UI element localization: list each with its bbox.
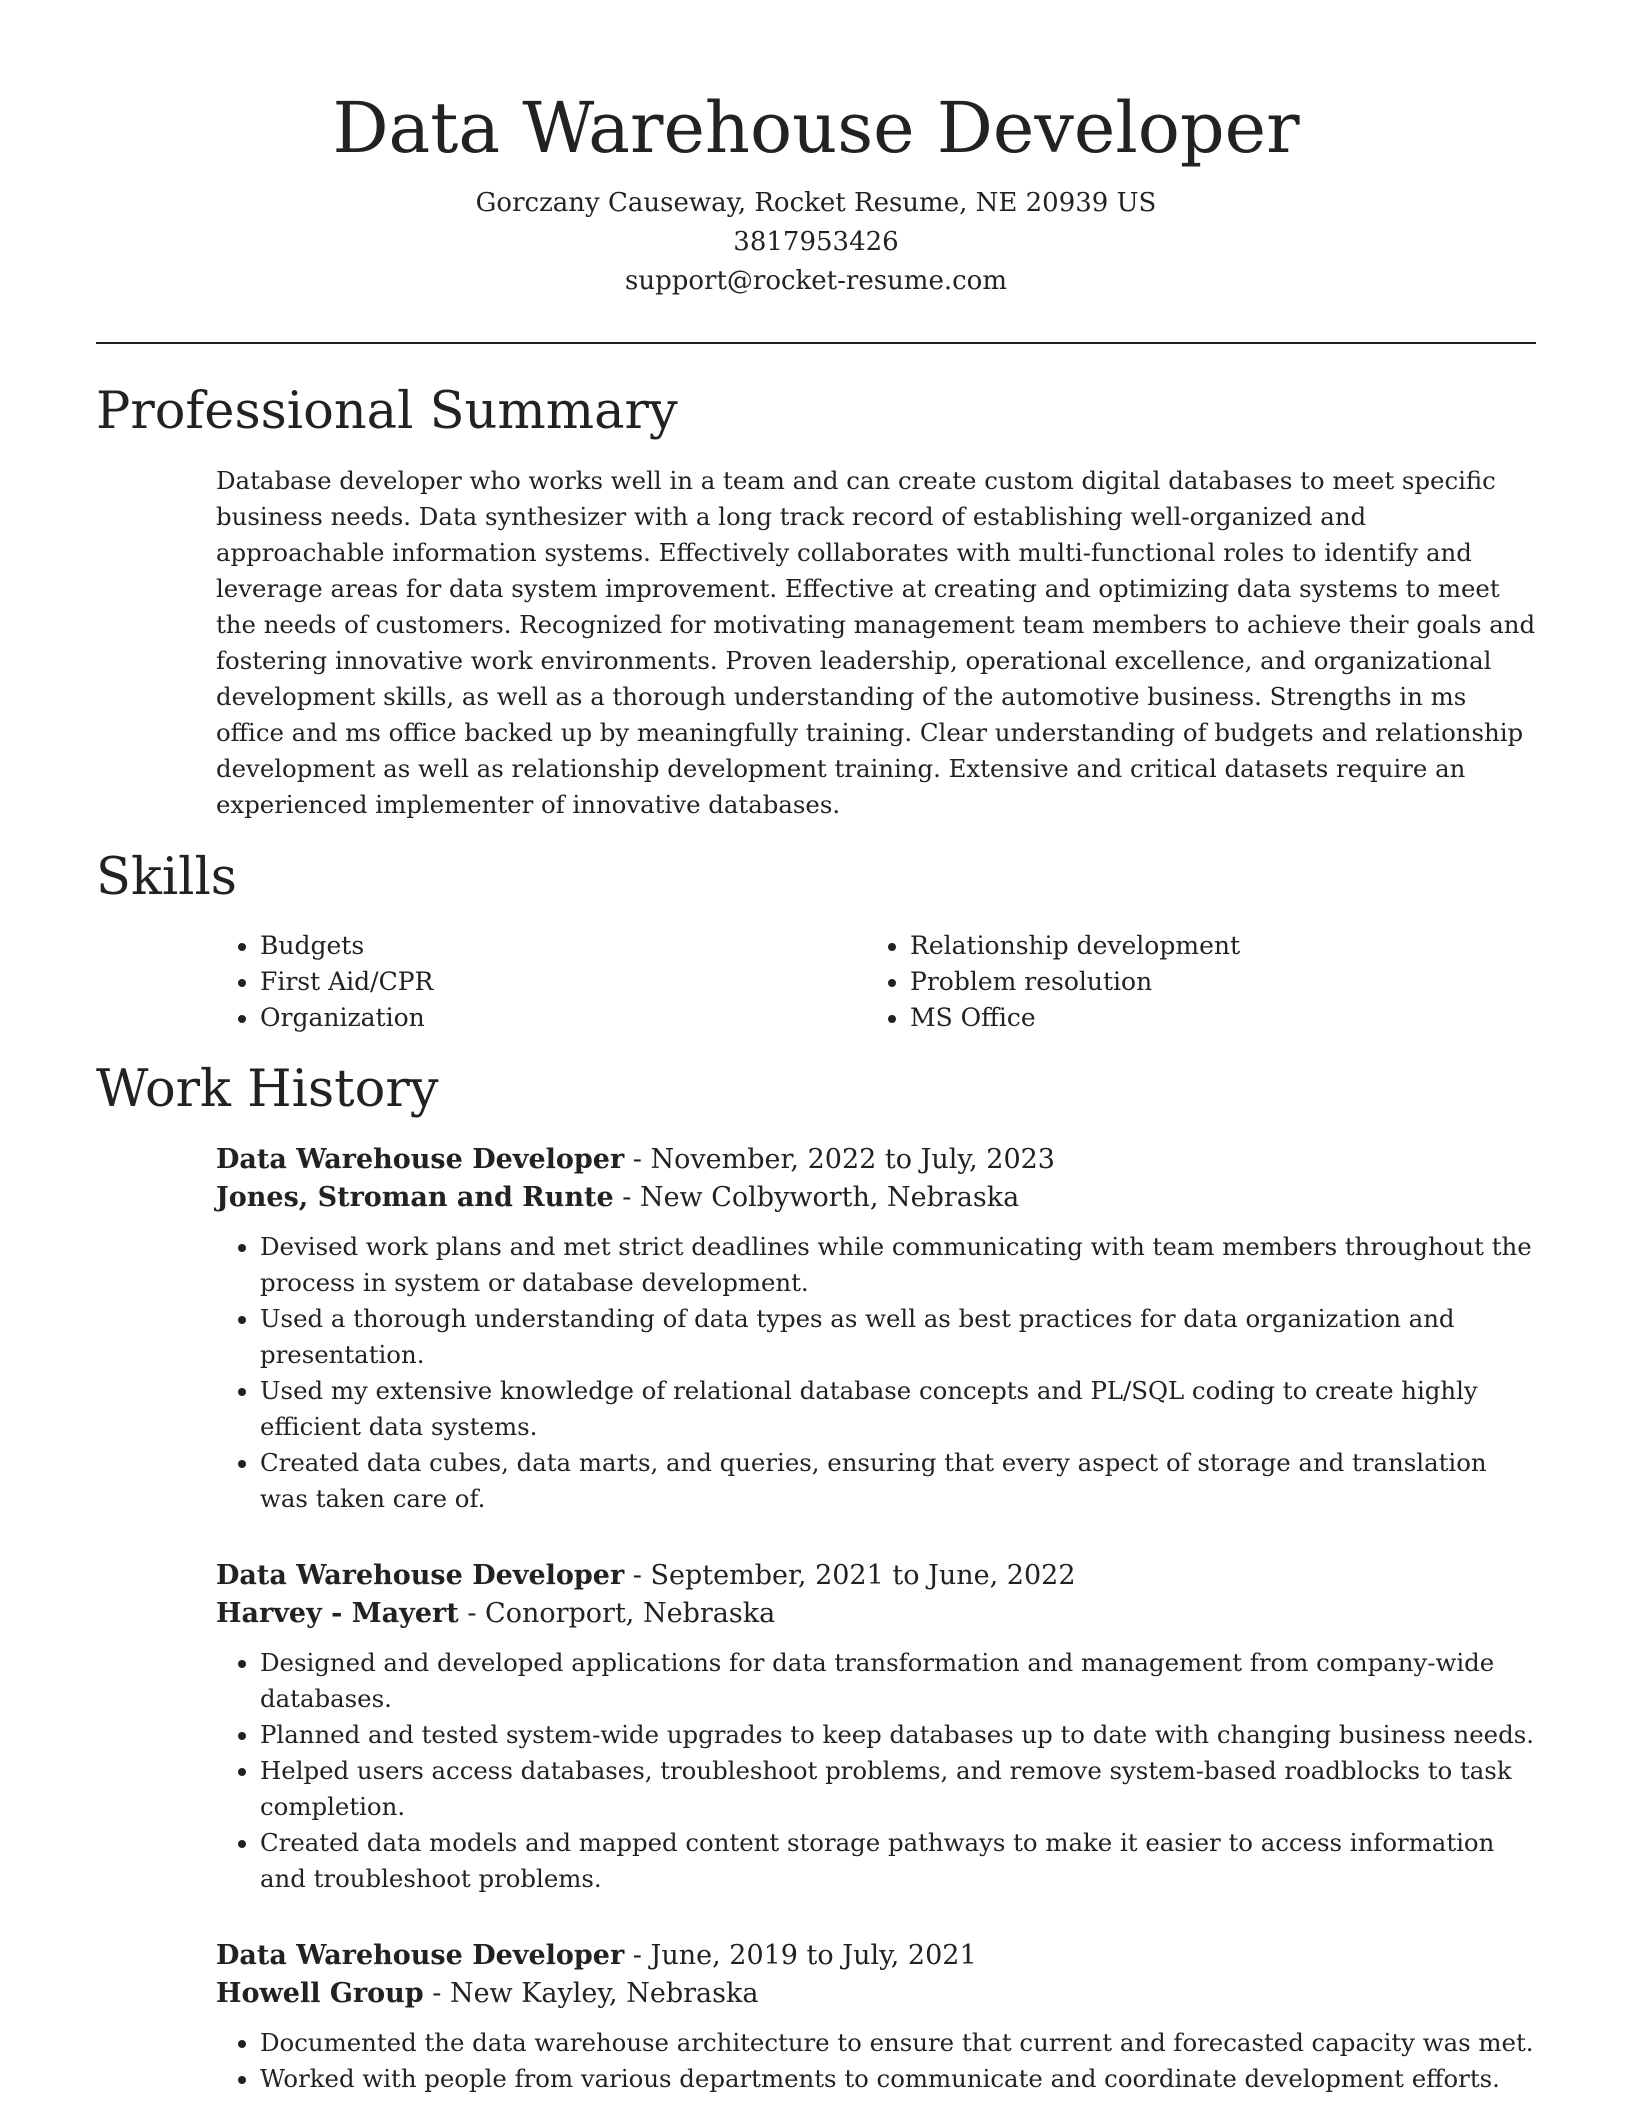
header-divider [96, 342, 1536, 344]
separator: - [624, 1144, 651, 1175]
job-bullet: • Created data cubes, data marts, and queries, ensuring that every aspect of storage and translation was taken care of. [260, 1445, 1538, 1517]
separator: - [613, 1182, 640, 1213]
job-dates: September, 2021 to June, 2022 [650, 1560, 1076, 1591]
job-bullets [216, 1645, 1538, 1897]
summary-text: Database developer who works well in a team and can create custom digital databases to meet specific business needs. Data synthesizer with a long track record of establishing well-organized and approachable information systems. Effectively collaborates with multi-functional roles to identify and leverage areas for data system improvement. Effective at creating and optimizing data systems to meet the needs of customers. Recognized for motivating management team members to achieve their goals and fostering innovative work environments. Proven leadership, operational excellence, and organizational development skills, as well as a thorough understanding of the automotive business. Strengths in ms office and ms office backed up by meaningfully training. Clear understanding of budgets and relationship development as well as relationship development training. Extensive and critical datasets require an experienced implementer of innovative databases. [216, 466, 1536, 819]
contact-address: Gorczany Causeway, Rocket Resume, NE 20939 US [475, 188, 1157, 218]
job-location: New Kayley, Nebraska [449, 1978, 759, 2009]
job-bullet: • Helped users access databases, troubleshoot problems, and remove system-based roadblocks to task completion. [260, 1753, 1538, 1825]
skill-item: • Relationship development [910, 928, 1240, 964]
job-dates: November, 2022 to July, 2023 [650, 1144, 1055, 1175]
job-company: Jones, Stroman and Runte [216, 1182, 614, 1213]
job-title-line [216, 1141, 1538, 1179]
job-role: Data Warehouse Developer [216, 1560, 625, 1591]
job-company-line [216, 1179, 1538, 1217]
job-entry [216, 1141, 1538, 1517]
job-role: Data Warehouse Developer [216, 1144, 625, 1175]
job-bullets [216, 2025, 1538, 2097]
skill-item: • Organization [260, 1000, 433, 1036]
skill-item: • Budgets [260, 928, 433, 964]
job-company: Howell Group [216, 1978, 424, 2009]
skill-item: • MS Office [910, 1000, 1240, 1036]
job-company: Harvey - Mayert [216, 1598, 459, 1629]
job-bullets [216, 1229, 1538, 1517]
contact-email: support@rocket-resume.com [624, 266, 1007, 296]
job-company-line [216, 1595, 1538, 1633]
job-bullet: • Worked with people from various departments to communicate and coordinate development efforts. [260, 2061, 1538, 2097]
skills-column-right [866, 928, 1240, 1036]
job-role: Data Warehouse Developer [216, 1940, 625, 1971]
skills-heading: Skills [96, 848, 237, 907]
job-bullet: • Used a thorough understanding of data types as well as best practices for data organization and presentation. [260, 1301, 1538, 1373]
job-bullet: • Planned and tested system-wide upgrades to keep databases up to date with changing business needs. [260, 1717, 1538, 1753]
job-entry [216, 1937, 1538, 2097]
job-bullet: • Designed and developed applications for data transformation and management from company-wide databases. [260, 1645, 1538, 1717]
candidate-title: Data Warehouse Developer [332, 87, 1300, 169]
job-dates: June, 2019 to July, 2021 [650, 1940, 977, 1971]
job-company-line [216, 1975, 1538, 2013]
separator: - [423, 1978, 450, 2009]
work-history-heading: Work History [96, 1060, 439, 1119]
skills-column-left [216, 928, 433, 1036]
job-title-line [216, 1557, 1538, 1595]
job-title-line [216, 1937, 1538, 1975]
job-bullet: • Documented the data warehouse architecture to ensure that current and forecasted capacity was met. [260, 2025, 1538, 2061]
job-location: Conorport, Nebraska [485, 1598, 776, 1629]
job-location: New Colbyworth, Nebraska [639, 1182, 1020, 1213]
contact-block [0, 184, 1632, 301]
contact-phone: 3817953426 [733, 227, 899, 257]
job-bullet: • Used my extensive knowledge of relational database concepts and PL/SQL coding to create highly efficient data systems. [260, 1373, 1538, 1445]
resume-header [0, 78, 1632, 301]
separator: - [624, 1560, 651, 1591]
job-entry [216, 1557, 1538, 1897]
skill-item: • First Aid/CPR [260, 964, 433, 1000]
separator: - [458, 1598, 486, 1629]
job-bullet: • Created data models and mapped content storage pathways to make it easier to access information and troubleshoot problems. [260, 1825, 1538, 1897]
summary-heading: Professional Summary [96, 382, 678, 441]
separator: - [624, 1940, 651, 1971]
job-bullet: • Devised work plans and met strict deadlines while communicating with team members throughout the process in system or database development. [260, 1229, 1538, 1301]
skill-item: • Problem resolution [910, 964, 1240, 1000]
